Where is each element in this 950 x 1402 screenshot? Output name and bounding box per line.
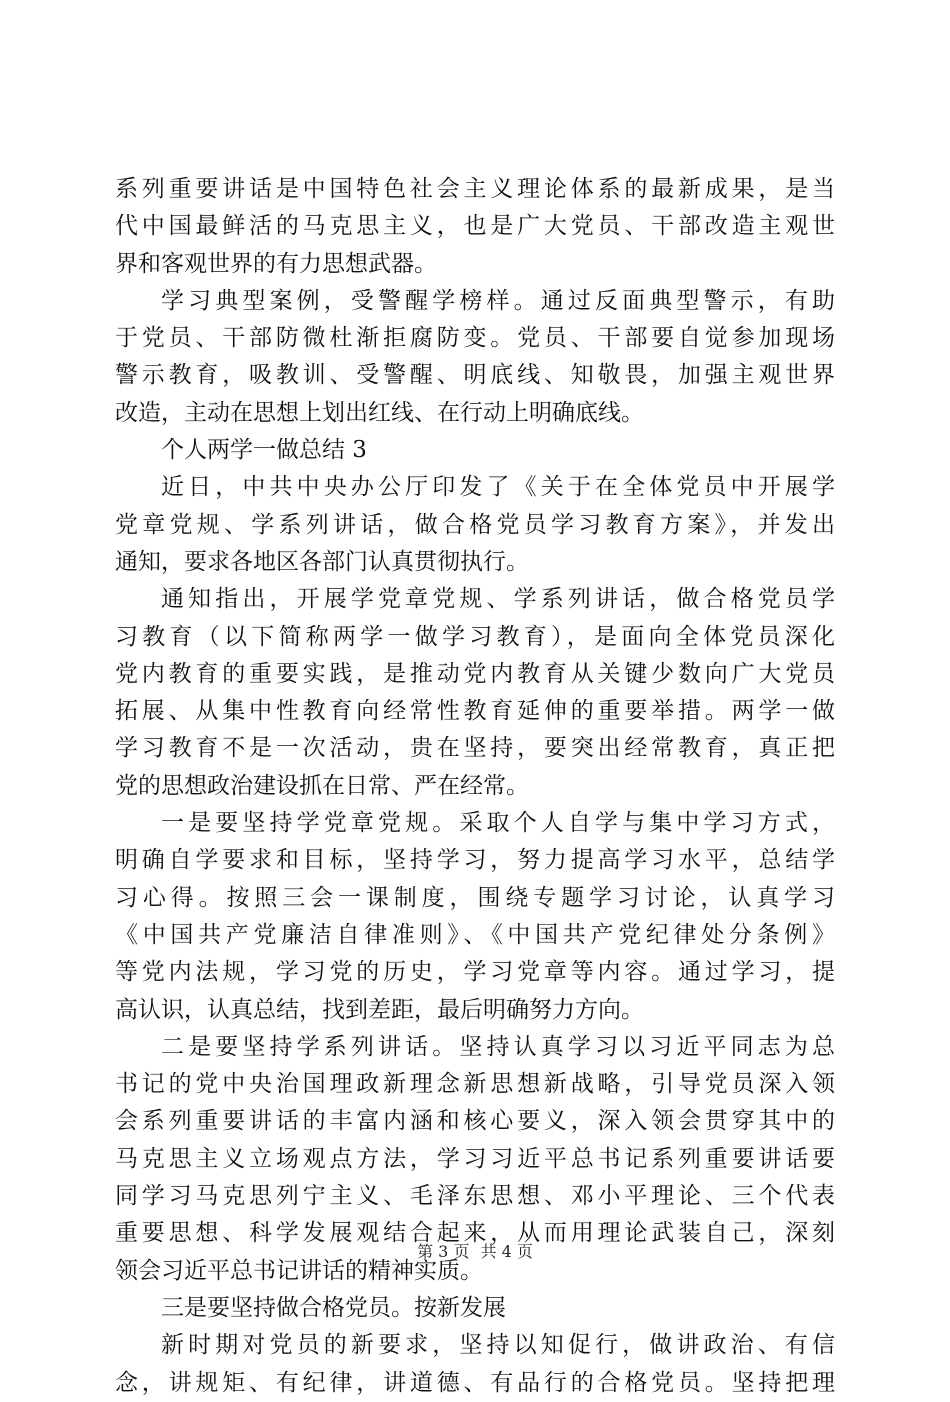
text-line: 同学习马克思列宁主义、毛泽东思想、邓小平理论、三个代表 <box>115 1183 835 1210</box>
text-line: 通知，要求各地区各部门认真贯彻执行。 <box>115 548 529 575</box>
text-line: 习心得。按照三会一课制度，围绕专题学习讨论，认真学习 <box>115 884 835 911</box>
text-line: 代中国最鲜活的马克思主义，也是广大党员、干部改造主观世 <box>115 213 835 240</box>
text-line: 界和客观世界的有力思想武器。 <box>115 250 437 277</box>
text-line: 于党员、干部防微杜渐拒腐防变。党员、干部要自觉参加现场 <box>115 325 835 352</box>
text-line: 等党内法规，学习党的历史，学习党章等内容。通过学习，提 <box>115 959 835 986</box>
text-line: 党章党规、学系列讲话，做合格党员学习教育方案》，并发出 <box>115 511 835 538</box>
page-number: 第 3 页 <box>417 1242 470 1261</box>
text-line: 通知指出，开展学党章党规、学系列讲话，做合格党员学 <box>161 586 835 613</box>
page-total: 共 4 页 <box>480 1242 533 1261</box>
text-line: 警示教育，吸教训、受警醒、明底线、知敬畏，加强主观世界 <box>115 362 835 389</box>
text-line: 会系列重要讲话的丰富内涵和核心要义，深入领会贯穿其中的 <box>115 1108 835 1135</box>
text-line: 习教育（以下简称两学一做学习教育），是面向全体党员深化 <box>115 623 835 650</box>
text-line: 改造，主动在思想上划出红线、在行动上明确底线。 <box>115 399 644 426</box>
text-line: 三是要坚持做合格党员。按新发展 <box>161 1294 506 1321</box>
text-line: 党的思想政治建设抓在日常、严在经常。 <box>115 772 529 799</box>
text-line: 二是要坚持学系列讲话。坚持认真学习以习近平同志为总 <box>161 1033 835 1060</box>
text-line: 明确自学要求和目标，坚持学习，努力提高学习水平，总结学 <box>115 847 835 874</box>
text-line: 个人两学一做总结 3 <box>161 437 367 464</box>
text-line: 拓展、从集中性教育向经常性教育延伸的重要举措。两学一做 <box>115 698 835 725</box>
page-footer <box>0 1242 950 1262</box>
document-body <box>115 171 835 1402</box>
text-line: 高认识，认真总结，找到差距，最后明确努力方向。 <box>115 996 644 1023</box>
text-line: 《中国共产党廉洁自律准则》、《中国共产党纪律处分条例》 <box>115 921 835 948</box>
text-line: 学习教育不是一次活动，贵在坚持，要突出经常教育，真正把 <box>115 735 835 762</box>
text-line: 书记的党中央治国理政新理念新思想新战略，引导党员深入领 <box>115 1071 835 1098</box>
text-line: 马克思主义立场观点方法，学习习近平总书记系列重要讲话要 <box>115 1145 835 1172</box>
text-line: 近日，中共中央办公厅印发了《关于在全体党员中开展学 <box>161 474 835 501</box>
text-line: 学习典型案例，受警醒学榜样。通过反面典型警示，有助 <box>161 287 835 314</box>
text-line: 一是要坚持学党章党规。采取个人自学与集中学习方式， <box>161 810 835 837</box>
text-line: 念，讲规矩、有纪律，讲道德、有品行的合格党员。坚持把理 <box>115 1369 835 1396</box>
text-line: 重要思想、科学发展观结合起来，从而用理论武装自己，深刻 <box>115 1220 835 1247</box>
text-line: 系列重要讲话是中国特色社会主义理论体系的最新成果，是当 <box>115 176 835 202</box>
text-line: 领会习近平总书记讲话的精神实质。 <box>115 1257 483 1284</box>
text-line: 党内教育的重要实践，是推动党内教育从关键少数向广大党员 <box>115 660 835 687</box>
text-line: 新时期对党员的新要求，坚持以知促行，做讲政治、有信 <box>161 1332 835 1359</box>
